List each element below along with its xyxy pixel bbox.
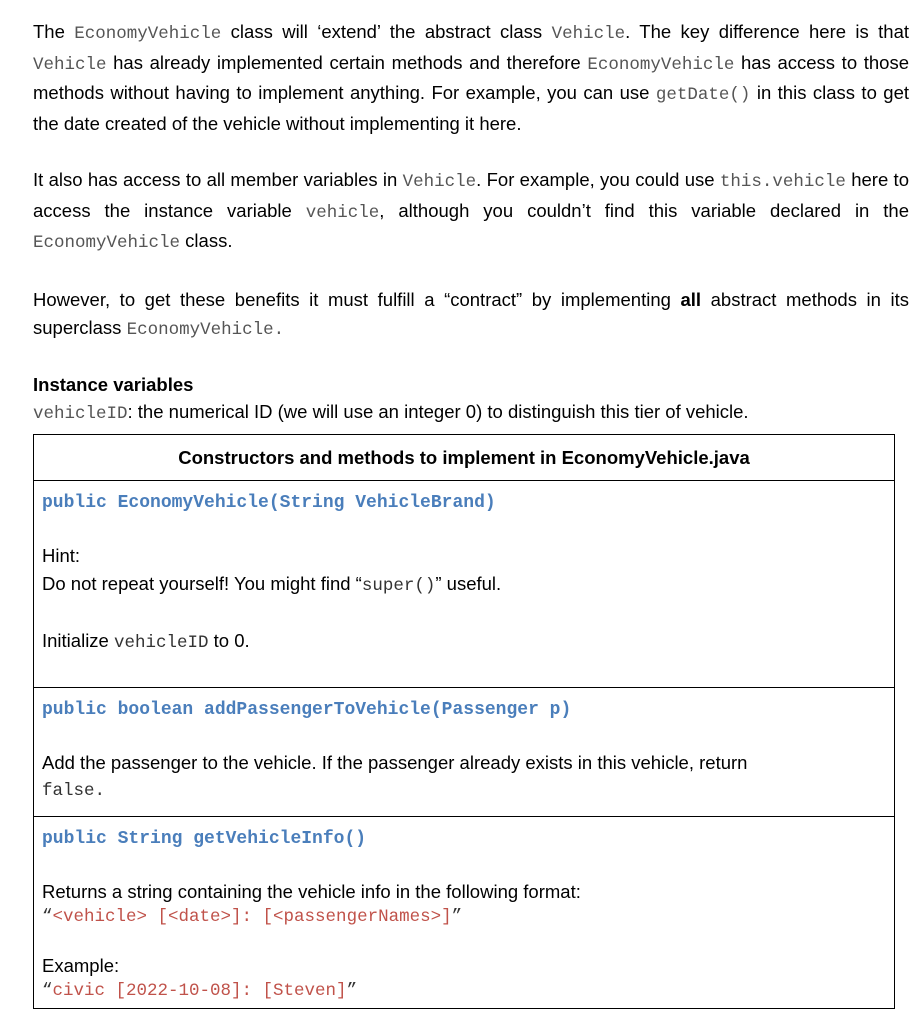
text: , although you couldn’t find this variable declared in the [379, 199, 909, 221]
text: in this class to get the date created of the vehicle without implementing it here. [33, 82, 909, 134]
code-false: false. [42, 781, 106, 801]
text: ” useful. [435, 573, 502, 594]
init-text [42, 627, 886, 657]
text: It also has access to all member variables in [33, 169, 403, 190]
get-info-signature: public String getVehicleInfo() [42, 829, 367, 849]
code-vehicle: Vehicle [33, 54, 107, 75]
code-vehicleid: vehicleID [33, 403, 128, 424]
code-super: super() [361, 576, 436, 596]
text: Do not repeat yourself! You might find “ [42, 573, 362, 594]
text: . For example, you could use [476, 169, 720, 190]
example-label: Example: [42, 955, 120, 976]
table-row [34, 817, 895, 1009]
get-info-desc: Returns a string containing the vehicle info in the following format: [42, 881, 581, 902]
text: to 0. [208, 630, 250, 651]
quote: ” [451, 907, 463, 927]
text: has already implemented certain methods and therefore [106, 51, 588, 73]
intro-paragraph-2 [33, 166, 909, 258]
code-economyvehicle: EconomyVehicle [74, 24, 222, 44]
table-header-row [34, 435, 895, 481]
quote: ” [346, 981, 358, 1001]
hint-label: Hint: [42, 545, 81, 566]
add-passenger-cell [34, 688, 895, 817]
format-string: <vehicle> [<date>]: [<passengerNames>] [52, 907, 452, 927]
text: . The key difference here is that [625, 21, 909, 42]
example-string: civic [2022-10-08]: [Steven] [52, 981, 347, 1001]
methods-table [33, 434, 895, 1009]
code-economyvehicle: EconomyVehicle [33, 233, 181, 253]
code-getdate: getDate() [655, 85, 751, 105]
code-economyvehicle: EconomyVehicle [587, 54, 735, 75]
table-row [34, 688, 895, 817]
code-vehicle: Vehicle [402, 172, 477, 192]
format-line [42, 904, 886, 928]
intro-paragraph-1 [33, 18, 909, 138]
code-vehicle: vehicle [305, 202, 380, 223]
document-body [33, 18, 909, 428]
intro-paragraph-3 [33, 286, 909, 345]
table-row [34, 481, 895, 688]
text: has access to those methods without having to implement anything. For example, you can use [33, 51, 909, 103]
constructor-cell [34, 481, 895, 688]
code-this-vehicle: this.vehicle [719, 172, 846, 192]
code-vehicleid: vehicleID [113, 633, 209, 653]
text: The [33, 21, 75, 42]
hint-text [42, 570, 886, 600]
constructor-signature: public EconomyVehicle(String VehicleBrand) [42, 493, 496, 513]
code-vehicle: Vehicle [551, 24, 626, 44]
get-info-cell [34, 817, 895, 1009]
text: class will ‘extend’ the abstract class [221, 21, 552, 42]
text: However, to get these benefits it must fulfill a “contract” by implementing [33, 288, 681, 310]
instance-variable-line [33, 398, 909, 428]
text: abstract methods in its superclass [33, 288, 909, 338]
quote: “ [42, 907, 53, 927]
text: here to access the instance variable [33, 169, 909, 221]
text: class. [180, 230, 233, 251]
example-line [42, 977, 886, 1003]
text: : the numerical ID (we will use an integer 0) to distinguish this tier of vehicle. [127, 400, 749, 422]
code-economyvehicle: EconomyVehicle. [126, 320, 285, 340]
bold-all: all [680, 288, 702, 310]
text: Initialize [42, 630, 114, 651]
instance-variables-heading: Instance variables [33, 373, 194, 395]
quote: “ [42, 981, 53, 1001]
table-header: Constructors and methods to implement in EconomyVehicle.java [34, 435, 895, 481]
add-passenger-signature: public boolean addPassengerToVehicle(Passenger p) [42, 700, 572, 720]
add-passenger-desc: Add the passenger to the vehicle. If the passenger already exists in this vehicle, return [42, 752, 748, 773]
